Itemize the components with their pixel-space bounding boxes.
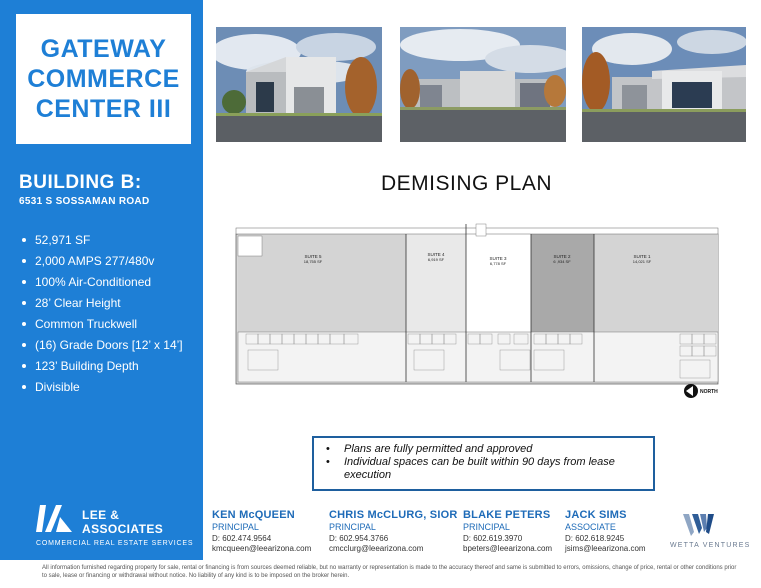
project-title-line-3: CENTER III — [35, 95, 172, 123]
contact-name: JACK SIMS — [565, 509, 627, 521]
spec-item: Divisible — [22, 376, 183, 397]
suite-label: SUITE 1 — [633, 254, 651, 259]
suite-5-area — [238, 234, 406, 332]
contact-email[interactable]: jsims@leearizona.com — [565, 544, 646, 553]
building-title: BUILDING B: — [19, 172, 142, 193]
contact-email[interactable]: cmcclurg@leearizona.com — [329, 544, 424, 553]
spec-item: (16) Grade Doors [12’ x 14’] — [22, 334, 183, 355]
note-item: • Plans are fully permitted and approved — [326, 443, 533, 455]
broker-name: LEE & ASSOCIATES — [82, 508, 164, 536]
project-logo — [16, 14, 191, 144]
contact-card — [463, 509, 552, 553]
suite-label: SUITE 5 — [304, 254, 322, 259]
contact-title: PRINCIPAL — [463, 522, 510, 532]
project-title-line-1: GATEWAY — [40, 35, 167, 63]
bullet-icon — [22, 259, 26, 263]
suite-sf: 6,919 SF — [427, 257, 445, 262]
broker-tagline: COMMERCIAL REAL ESTATE SERVICES — [36, 540, 194, 547]
svg-text:NORTH: NORTH — [700, 389, 718, 395]
spec-item: 100% Air-Conditioned — [22, 271, 183, 292]
bullet-icon — [22, 238, 26, 242]
building-rendering-photo — [582, 27, 746, 142]
suite-sf: 6,778 SF — [489, 261, 507, 266]
suite-label: SUITE 3 — [489, 256, 507, 261]
bullet-icon: • — [326, 456, 330, 468]
project-title-line-2: COMMERCE — [27, 65, 180, 93]
suite-label: SUITE 2 — [553, 254, 571, 259]
suite-2-area — [531, 234, 594, 332]
building-rendering-photo — [400, 27, 566, 142]
contact-phone[interactable]: D: 602.618.9245 — [565, 534, 625, 543]
floor-plan — [218, 222, 723, 402]
partner-name: WETTA VENTURES — [670, 542, 751, 549]
bullet-icon — [22, 364, 26, 368]
bullet-icon — [22, 343, 26, 347]
suite-1-area — [594, 234, 718, 332]
plan-title: DEMISING PLAN — [381, 172, 553, 195]
suite-sf: 6 ,934 SF — [553, 259, 571, 264]
disclaimer: All information furnished regarding property for sale, rental or financing is from sources deemed reliable, but no warranty or representation is made to the accuracy thereof and same is submitted to errors, omissions, change of price, rental or other conditions prior to sale, lease or financing or withdrawal without notice. No liability of any kind is to be imposed on the broker herein. — [42, 565, 737, 579]
contact-title: ASSOCIATE — [565, 522, 616, 532]
contact-phone[interactable]: D: 602.474.9564 — [212, 534, 272, 543]
contact-card — [565, 509, 646, 553]
notes-box — [312, 436, 655, 491]
contact-card — [212, 509, 311, 553]
contact-title: PRINCIPAL — [212, 522, 259, 532]
note-item: • Individual spaces can be built within 90 days from lease execution — [326, 456, 615, 481]
contact-phone[interactable]: D: 602.619.3970 — [463, 534, 523, 543]
north-arrow-icon — [683, 383, 723, 399]
spec-item: 123’ Building Depth — [22, 355, 183, 376]
spec-item: 2,000 AMPS 277/480v — [22, 250, 183, 271]
suite-label: SUITE 4 — [427, 252, 445, 257]
bullet-icon — [22, 301, 26, 305]
contact-name: CHRIS McCLURG, SIOR — [329, 509, 458, 521]
spec-item: Common Truckwell — [22, 313, 183, 334]
contact-email[interactable]: kmcqueen@leearizona.com — [212, 544, 312, 553]
building-address: 6531 S SOSSAMAN ROAD — [19, 196, 150, 207]
sidebar — [0, 0, 203, 560]
building-rendering-photo — [216, 27, 382, 142]
lee-associates-logo-icon — [36, 505, 72, 532]
wetta-ventures-logo-icon — [683, 510, 715, 538]
contact-email[interactable]: bpeters@leearizona.com — [463, 544, 553, 553]
bullet-icon — [22, 322, 26, 326]
spec-item: 28’ Clear Height — [22, 292, 183, 313]
suite-sf: 14,021 SF — [632, 259, 652, 264]
suite-4-area — [406, 234, 466, 332]
contact-card — [329, 509, 457, 553]
spec-list — [22, 229, 183, 397]
contact-name: KEN McQUEEN — [212, 509, 295, 521]
bullet-icon — [22, 385, 26, 389]
contact-title: PRINCIPAL — [329, 522, 376, 532]
contact-name: BLAKE PETERS — [463, 509, 551, 521]
bullet-icon: • — [326, 443, 330, 455]
suite-sf: 18,755 SF — [303, 259, 323, 264]
spec-item: 52,971 SF — [22, 229, 183, 250]
bullet-icon — [22, 280, 26, 284]
suite-3-area — [466, 234, 531, 332]
contact-phone[interactable]: D: 602.954.3766 — [329, 534, 389, 543]
